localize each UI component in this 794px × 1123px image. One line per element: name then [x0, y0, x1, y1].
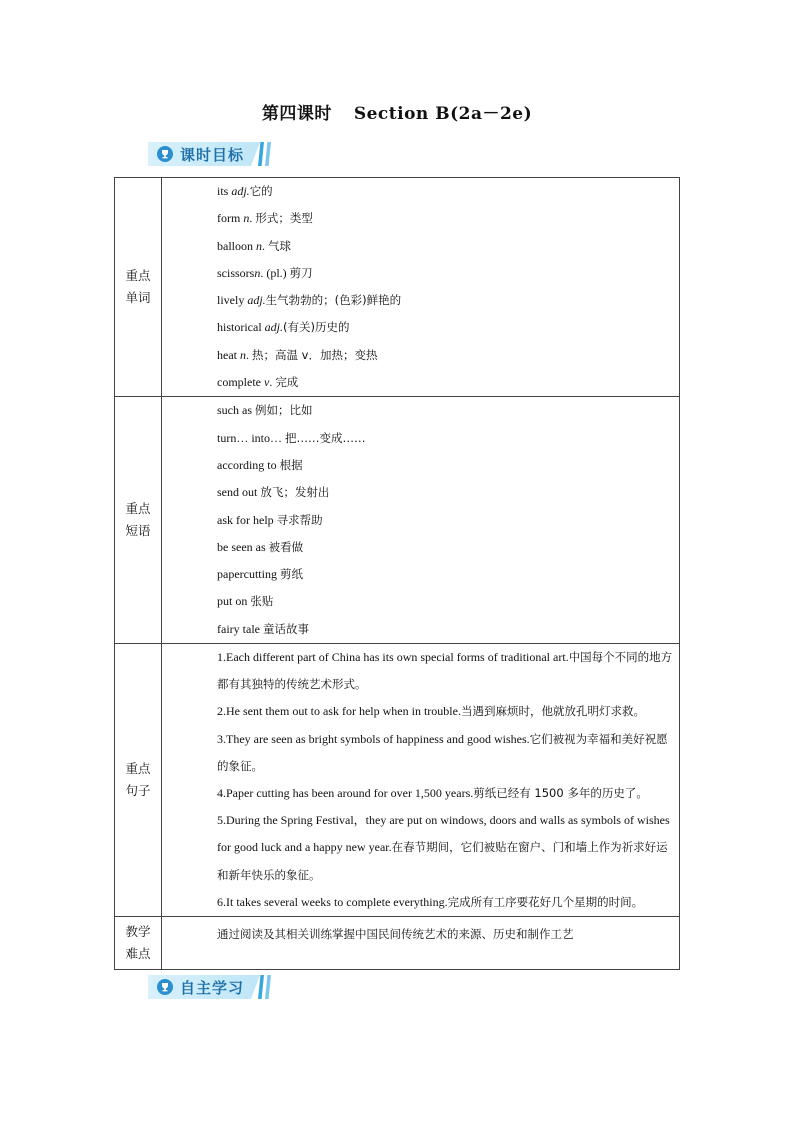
badge-self-study [148, 975, 270, 999]
difficulty-cell [162, 917, 680, 970]
table-row [115, 917, 680, 970]
table-row [115, 397, 680, 644]
list-item: its adj.它的 [217, 184, 273, 198]
list-item: 5.During the Spring Festival，they are put on windows, doors and walls as symbols of wishes for good luck and a happy new year.在春节期间，它们被贴在窗户、门和墙上作为祈求好运和新年快乐的象征。 [217, 813, 670, 882]
list-item: complete v. 完成 [217, 375, 299, 390]
list-item: such as 例如；比如 [217, 403, 313, 418]
trophy-icon [157, 146, 173, 162]
row-header-sentences: 重点 句子 [115, 644, 162, 917]
list-item: scissorsn. (pl.) 剪刀 [217, 265, 313, 280]
list-item: 4.Paper cutting has been around for over 1,500 years.剪纸已经有 1500 多年的历史了。 [217, 786, 648, 801]
list-item: turn… into… 把……变成…… [217, 430, 366, 445]
list-item: put on 张贴 [217, 594, 274, 609]
badge-goals-label: 课时目标 [180, 146, 245, 164]
list-item: historical adj.(有关)历史的 [217, 320, 350, 335]
list-item: lively adj.生气勃勃的；(色彩)鲜艳的 [217, 293, 402, 308]
list-item: 3.They are seen as bright symbols of happiness and good wishes.它们被视为幸福和美好祝愿的象征。 [217, 731, 668, 773]
row-header-difficulty: 教学 难点 [115, 917, 162, 970]
list-item: 6.It takes several weeks to complete everything.完成所有工序要花好几个星期的时间。 [217, 894, 644, 909]
badge-goals [148, 142, 270, 166]
list-item: balloon n. 气球 [217, 238, 291, 253]
list-item: 1.Each different part of China has its own special forms of traditional art.中国每个不同的地方都有其独特的传统艺术形式。 [217, 650, 673, 692]
list-item: ask for help 寻求帮助 [217, 512, 323, 527]
section-label: Section B(2a－2e) [353, 104, 533, 124]
phrases-cell [162, 397, 680, 644]
row-header-phrases: 重点 短语 [115, 397, 162, 644]
page-title [0, 99, 794, 124]
sentences-cell [162, 644, 680, 917]
words-cell [162, 178, 680, 397]
list-item: fairy tale 童话故事 [217, 621, 309, 636]
list-item: according to 根据 [217, 457, 303, 472]
lesson-label: 第四课时 [261, 104, 332, 124]
trophy-icon [157, 979, 173, 995]
table-row [115, 644, 680, 917]
list-item: heat n. 热；高温 v．加热；变热 [217, 347, 378, 362]
list-item: be seen as 被看做 [217, 539, 304, 554]
list-item: send out 放飞；发射出 [217, 485, 330, 500]
list-item: papercutting 剪纸 [217, 567, 303, 582]
table-row [115, 178, 680, 397]
row-header-words: 重点 单词 [115, 178, 162, 397]
list-item: form n. 形式；类型 [217, 211, 313, 226]
list-item: 2.He sent them out to ask for help when in trouble.当遇到麻烦时，他就放孔明灯求救。 [217, 704, 645, 719]
difficulty-text: 通过阅读及其相关训练掌握中国民间传统艺术的来源、历史和制作工艺 [217, 927, 574, 942]
badge-self-study-label: 自主学习 [180, 979, 245, 997]
lesson-table [114, 177, 680, 970]
